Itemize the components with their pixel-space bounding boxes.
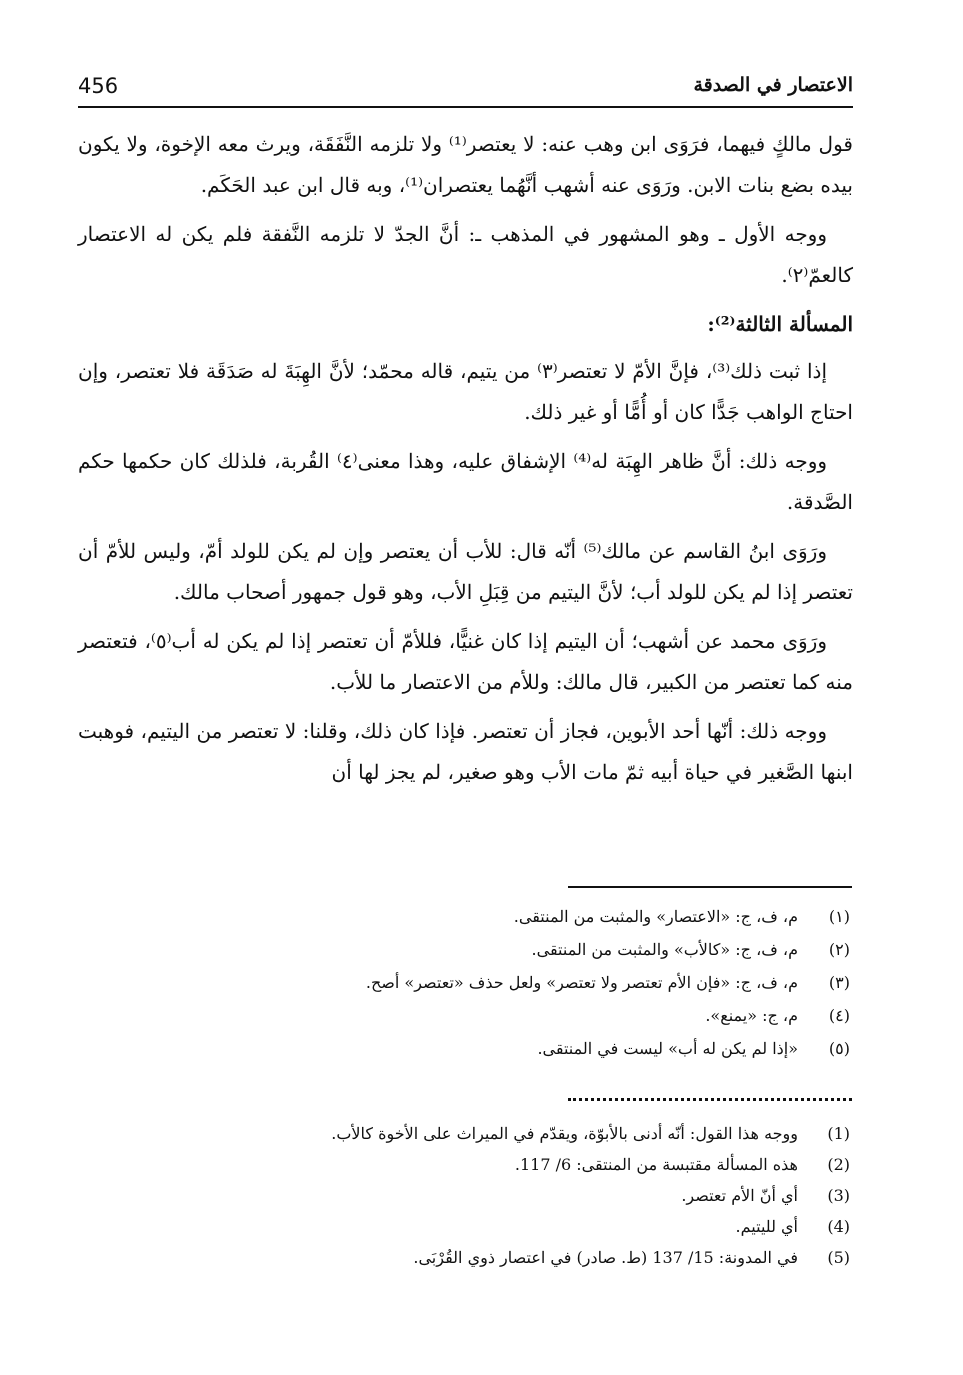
footnote-item — [120, 966, 850, 999]
paragraph-1: قول مالكٍ فيهما، فرَوَى ابن وهب عنه: لا يعتصر⁽¹⁾ ولا تلزمه النَّفَقَة، ويرث معه الإخوة، ولا يكون بيده بضع بنات الابن. ورَوَى عنه أشهب أنَّهُما يعتصران⁽¹⁾، وبه قال ابن عبد الحَكَم. — [78, 132, 853, 197]
footnote-text: م، ج: «يمنع». — [705, 1006, 798, 1025]
paragraph-6: ورَوَى محمد عن أشهب؛ أن اليتيم إذا كان غنيًّا، فللأمّ أن تعتصر إذا لم يكن له أب⁽٥⁾، فتعتصر منه كما تعتصر من الكبير، قال مالك: وللأم من الاعتصار ما للأب. — [78, 629, 853, 694]
footnote-item — [120, 1118, 850, 1149]
paragraph-5: ورَوَى ابنُ القاسم عن مالك⁽⁵⁾ أنّه قال: للأب أن يعتصر وإن لم يكن للولد أمّ، وليس للأمّ أن تعتصر إذا لم يكن للولد أب؛ لأنَّ اليتيم من قِبَلِ الأب، وهو قول جمهور أصحاب مالك. — [78, 539, 853, 604]
footnote-item — [120, 999, 850, 1032]
footnote-number: (5) — [827, 1248, 850, 1267]
footnote-text: م، ف، ج: «الاعتصار» والمثبت من المنتقى. — [513, 907, 798, 926]
page-header — [78, 66, 853, 108]
footnote-number: (4) — [827, 1217, 850, 1236]
footnote-text: هذه المسألة مقتبسة من المنتقى: 6/ 117. — [514, 1155, 798, 1174]
footnote-text: أي أنّ الأم تعتصر. — [681, 1186, 798, 1205]
dotted-separator — [568, 1098, 852, 1101]
main-text — [78, 124, 853, 801]
paragraph-2: ووجه الأول ـ وهو المشهور في المذهب ـ: أنَّ الجدّ لا تلزمه النَّفقة فلم يكن له الاعتصار كالعمّ⁽٢⁾. — [78, 222, 853, 287]
footnote-text: في المدونة: 15/ 137 (ط. صادر) في اعتصار ذوي القُرْبَى. — [413, 1248, 798, 1267]
footnote-text: «إذا لم يكن له أب» ليست في المنتقى. — [537, 1039, 798, 1058]
page-number: 456 — [78, 74, 119, 98]
footnote-separator — [568, 886, 852, 888]
footnote-item — [120, 1211, 850, 1242]
footnote-number: (٣) — [828, 973, 850, 992]
variant-footnotes — [120, 900, 850, 1065]
paragraph-7: ووجه ذلك: أنّها أحد الأبوين، فجاز أن تعتصر. فإذا كان ذلك، وقلنا: لا تعتصر من اليتيم، فوهبت ابنها الصَّغير في حياة أبيه ثمّ مات الأب وهو صغير، لم يجز لها أن — [78, 719, 853, 784]
footnote-text: ووجه هذا القول: أنّه أدنى بالأبوّة، ويقدّم في الميراث على الأخوة كالأب. — [331, 1124, 798, 1143]
running-title: الاعتصار في الصدقة — [693, 74, 853, 96]
footnote-text: م، ف، ج: «كالأب» والمثبت من المنتقى. — [531, 940, 798, 959]
footnote-item — [120, 1180, 850, 1211]
paragraph-3: إذا ثبت ذلك⁽³⁾، فإنَّ الأمّ لا تعتصر⁽٣⁾ من يتيم، قاله محمّد؛ لأنَّ الهِبَةَ له صَدَقَة فلا تعتصر، وإن احتاج الواهب جَدًّا كان أو أُمًّا أو غير ذلك. — [78, 359, 853, 424]
footnote-number: (3) — [827, 1186, 850, 1205]
footnote-item — [120, 900, 850, 933]
footnote-number: (٥) — [828, 1039, 850, 1058]
footnote-text: م، ف، ج: «فإن الأم تعتصر ولا تعتصر» ولعل حذف «تعتصر» أصح. — [365, 973, 798, 992]
footnote-number: (١) — [828, 907, 850, 926]
footnote-number: (٢) — [828, 940, 850, 959]
footnote-item — [120, 1242, 850, 1273]
footnote-item — [120, 1149, 850, 1180]
paragraph-4: ووجه ذلك: أنَّ ظاهر الهِبَة له⁽⁴⁾ الإشفاق عليه، وهذا معنى⁽٤⁾ القُربة، فلذلك كان حكمها حكم الصَّدقة. — [78, 449, 853, 514]
footnote-number: (٤) — [828, 1006, 850, 1025]
footnote-item — [120, 1032, 850, 1065]
footnote-text: أي لليتيم. — [735, 1217, 798, 1236]
commentary-footnotes — [120, 1118, 850, 1273]
footnote-number: (1) — [827, 1124, 850, 1143]
footnote-item — [120, 933, 850, 966]
section-heading: المسألة الثالثة⁽²⁾: — [707, 312, 853, 336]
footnote-number: (2) — [827, 1155, 850, 1174]
